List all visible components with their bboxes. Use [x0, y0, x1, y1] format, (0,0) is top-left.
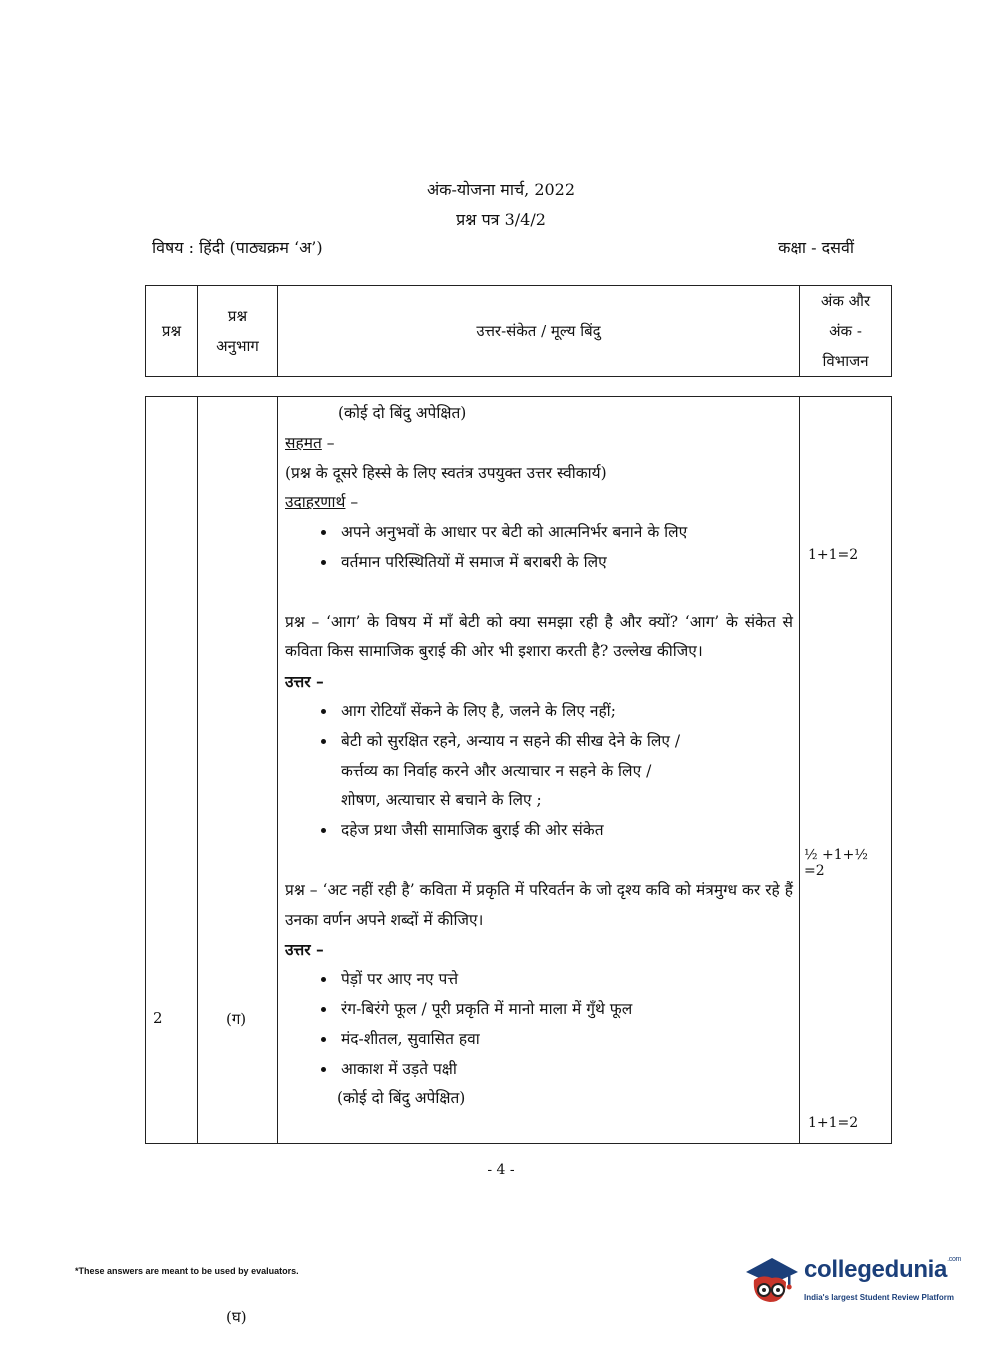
answer-g-label: उत्तर [285, 672, 311, 692]
mascot-icon [742, 1250, 802, 1310]
answer-g-line [285, 667, 793, 697]
list-item: • पेड़ों पर आए नए पत्ते [337, 965, 793, 995]
list-item-line: • बेटी को सुरक्षित रहने, अन्याय न सहने की सीख देने के लिए / [341, 731, 681, 750]
header-marks [800, 286, 892, 377]
agree-dash: – [321, 433, 335, 452]
example-label: उदाहरणार्थ [285, 493, 346, 512]
document-title: अंक-योजना मार्च, 2022 [426, 180, 576, 199]
marks-1: 1+1=2 [808, 547, 859, 563]
example-line [285, 488, 793, 518]
marks-2: ½ +1+½ =2 [804, 847, 868, 879]
header-section-line2: अनुभाग [216, 337, 259, 355]
list-item: • वर्तमान परिस्थितियों में समाज में बराबरी के लिए [337, 548, 793, 578]
header-marks-line3: विभाजन [822, 352, 869, 370]
list-item: • आकाश में उड़ते पक्षी [337, 1055, 793, 1085]
note-two-points: (कोई दो बिंदु अपेक्षित) [338, 404, 467, 422]
marks-3: 1+1=2 [808, 1115, 859, 1131]
answer-g-dash: – [310, 672, 324, 692]
list-item: • अपने अनुभवों के आधार पर बेटी को आत्मनिर्भर बनाने के लिए [337, 518, 793, 548]
section-g-label: (ग) [226, 1010, 247, 1028]
answer-gh-label: उत्तर [285, 940, 311, 960]
answer-gh-line [285, 935, 793, 965]
list-item: • आग रोटियाँ सेंकने के लिए है, जलने के लिए नहीं; [337, 697, 793, 727]
subject-label: विषय : हिंदी (पाठ्यक्रम ‘अ’) [152, 238, 323, 257]
header-marks-line1: अंक और [820, 292, 871, 310]
question-number: 2 [153, 1009, 163, 1027]
answer-content [278, 397, 799, 1114]
answer-g-list [285, 697, 793, 846]
answer-gh-list [285, 965, 793, 1084]
header-section-line1: प्रश्न [227, 307, 248, 325]
logo-tagline: India's largest Student Review Platform [804, 1293, 954, 1302]
logo-brand [804, 1256, 961, 1284]
list-item: • मंद-शीतल, सुवासित हवा [337, 1025, 793, 1055]
question-g-text: प्रश्न – ‘आग’ के विषय में माँ बेटी को क्या समझा रही है और क्यों? ‘आग’ के संकेत से कविता किस सामाजिक बुराई की ओर भी इशारा करती है? उल्लेख कीजिए। [285, 612, 793, 661]
agree-label: सहमत [285, 433, 322, 452]
logo-brand-text: collegedunia [804, 1256, 948, 1283]
example-list [285, 518, 793, 578]
collegedunia-logo[interactable] [742, 1250, 972, 1312]
list-item: • दहेज प्रथा जैसी सामाजिक बुराई की ओर संकेत [337, 816, 793, 846]
list-item-line: कर्त्तव्य का निर्वाह करने और अत्याचार न सहने के लिए / [341, 761, 652, 780]
logo-brand-suffix: .com [947, 1256, 962, 1263]
header-section [198, 286, 278, 377]
section-gh-label: (घ) [226, 1308, 247, 1326]
header-answer-points: उत्तर-संकेत / मूल्य बिंदु [278, 286, 800, 377]
list-item [337, 727, 793, 816]
example-dash: – [345, 493, 359, 512]
free-answer-note: (प्रश्न के दूसरे हिस्से के लिए स्वतंत्र उपयुक्त उत्तर स्वीकार्य) [285, 463, 607, 482]
note-two-points-end: (कोई दो बिंदु अपेक्षित) [337, 1089, 466, 1108]
agree-line [285, 429, 793, 459]
marking-table-header [145, 285, 892, 377]
question-gh-text: प्रश्न – ‘अट नहीं रही है’ कविता में प्रकृति में परिवर्तन के जो दृश्य कवि को मंत्रमुग्ध कर रहे हैं उनका वर्णन अपने शब्दों में कीजिए। [285, 880, 793, 929]
paper-code: प्रश्न पत्र 3/4/2 [456, 210, 546, 229]
header-question: प्रश्न [146, 286, 198, 377]
table-row [146, 397, 892, 1144]
answer-gh-dash: – [310, 940, 324, 960]
class-label: कक्षा - दसवीं [778, 238, 854, 257]
page-number: - 4 - [487, 1162, 515, 1178]
list-item-line: शोषण, अत्याचार से बचाने के लिए ; [341, 791, 542, 810]
evaluator-footnote: *These answers are meant to be used by evaluators. [75, 1266, 299, 1276]
list-item: • रंग-बिरंगे फूल / पूरी प्रकृति में मानो माला में गुँथे फूल [337, 995, 793, 1025]
header-marks-line2: अंक - [829, 322, 862, 340]
